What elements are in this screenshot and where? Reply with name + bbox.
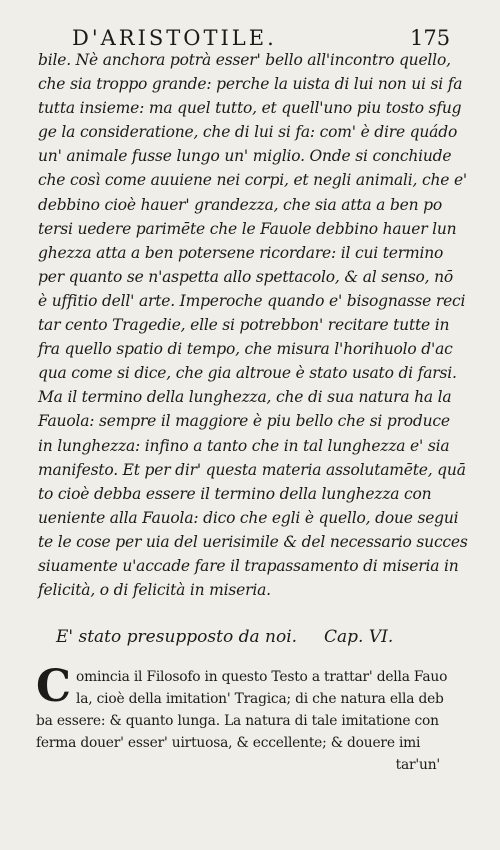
text-line: ge la consideratione, che di lui si fa: com' è dire quádo	[38, 123, 458, 142]
running-title: D'ARISTOTILE.	[72, 26, 277, 50]
text-line: tar cento Tragedie, elle si potrebbon' recitare tutte in	[38, 316, 450, 335]
text-line: Fauola: sempre il maggiore è piu bello che si produce	[38, 412, 450, 431]
commentary-line: la, cioè della imitation' Tragica; di che natura ella deb	[76, 691, 444, 707]
text-line: che così come auuiene nei corpi, et negli animali, che e'	[38, 171, 467, 190]
text-line: qua come si dice, che gia altroue è stato usato di farsi.	[38, 364, 457, 383]
chapter-caption: E' stato presupposto da noi.	[56, 627, 298, 647]
page-number: 175	[410, 26, 451, 50]
text-line: to cioè debba essere il termino della lunghezza con	[38, 484, 432, 503]
chapter-heading	[56, 627, 436, 653]
text-line: manifesto. Et per dir' questa materia assolutamēte, quā	[38, 460, 466, 479]
text-line: è uffitio dell' arte. Imperoche quando e' bisognasse reci	[38, 291, 466, 310]
chapter-number: Cap. VI.	[324, 627, 394, 647]
text-line: che sia troppo grande: perche la uista di lui non ui si fa	[38, 75, 463, 94]
text-line: tersi uedere parimēte che le Fauole debbino hauer lun	[38, 219, 457, 238]
text-line: debbino cioè hauer' grandezza, che sia atta a ben po	[38, 195, 442, 214]
text-line: un' animale fusse lungo un' miglio. Onde si conchiude	[38, 147, 452, 166]
text-line: Ma il termino della lunghezza, che di sua natura ha la	[38, 388, 452, 407]
catchword: tar'un'	[395, 757, 440, 773]
text-line: te le cose per uia del uerisimile & del necessario succes	[38, 532, 468, 551]
text-line: fra quello spatio di tempo, che misura l'horihuolo d'ac	[38, 340, 453, 359]
text-line: felicità, o di felicità in miseria.	[38, 581, 271, 600]
text-line: in lunghezza: infino a tanto che in tal lunghezza e' sia	[38, 436, 450, 455]
text-line: bile. Nè anchora potrà esser' bello all'incontro quello,	[38, 51, 451, 69]
commentary-line: omincia il Filosofo in questo Testo a trattar' della Fauo	[76, 669, 448, 685]
text-line: siuamente u'accade fare il trapassamento di miseria in	[38, 556, 459, 575]
commentary-line: ferma douer' esser' uirtuosa, & eccellente; & douere imi	[36, 735, 421, 751]
text-line: ueniente alla Fauola: dico che egli è quello, doue segui	[38, 508, 459, 527]
main-text-block	[38, 48, 468, 602]
text-line: ghezza atta a ben potersene ricordare: il cui termino	[38, 243, 444, 262]
drop-cap: C	[36, 661, 72, 712]
text-line: per quanto se n'aspetta allo spettacolo, & al senso, nō	[38, 267, 453, 286]
page-header	[0, 20, 500, 50]
text-line: tutta insieme: ma quel tutto, et quell'uno piu tosto sfug	[38, 99, 462, 118]
commentary-block	[36, 661, 448, 776]
commentary-line: ba essere: & quanto lunga. La natura di tale imitatione con	[36, 713, 439, 729]
